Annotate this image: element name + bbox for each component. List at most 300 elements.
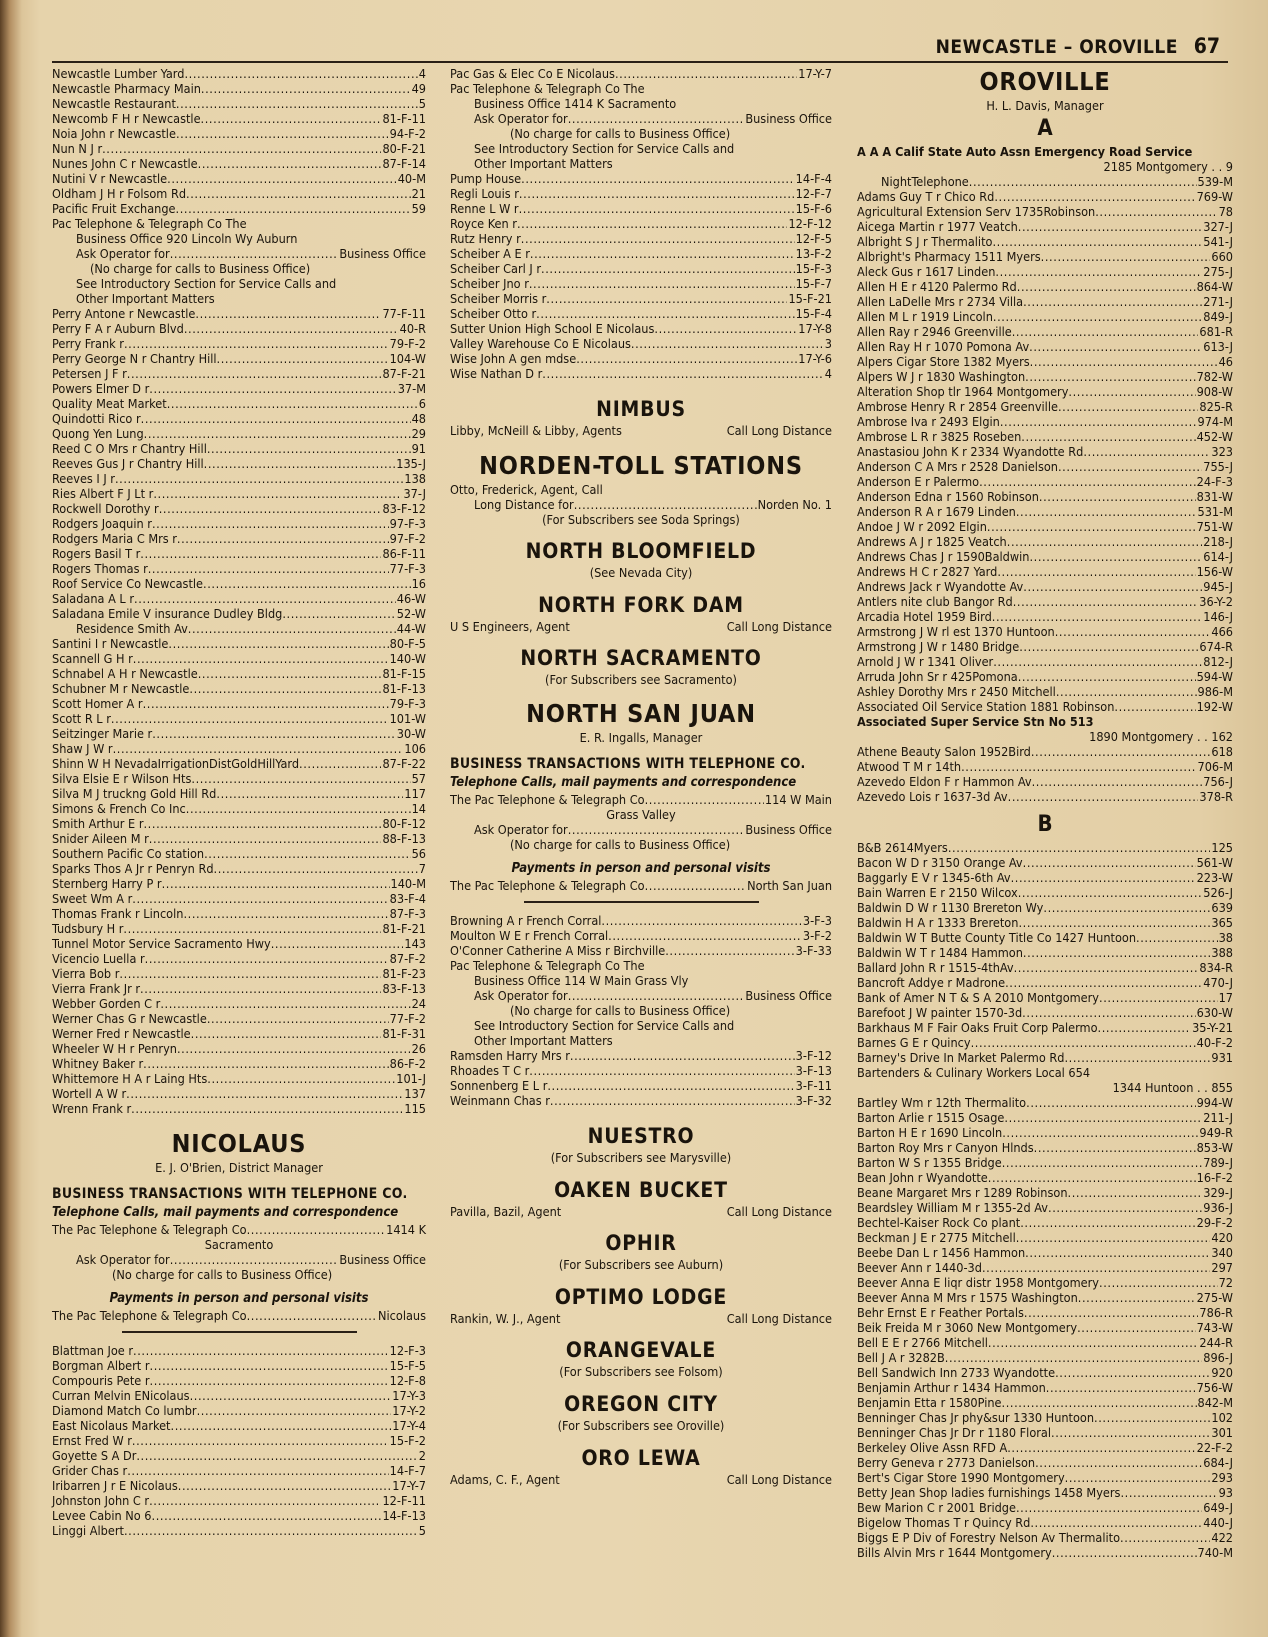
listing-name: Baldwin H A r 1333 Brereton xyxy=(857,915,1019,930)
listing-name: Baldwin W T r 1484 Hammon xyxy=(857,945,1023,960)
listing-number: 6 xyxy=(418,396,426,411)
listing-name: Berry Geneva r 2773 Danielson xyxy=(857,1455,1036,1470)
listing-entry xyxy=(52,1493,426,1508)
listing-number: 849-J xyxy=(1203,309,1233,324)
listing-number: 17 xyxy=(1218,990,1233,1005)
dot-leader xyxy=(547,1078,794,1093)
listing-name: Beane Margaret Mrs r 1289 Robinson xyxy=(857,1185,1068,1200)
listing-number: 77-F-11 xyxy=(382,306,426,321)
listing-entry xyxy=(52,381,426,396)
listing-name: Allen Ray H r 1070 Pomona Av xyxy=(857,339,1030,354)
listing-detail: Sacramento xyxy=(204,1237,274,1252)
listing-number: 3-F-3 xyxy=(802,913,832,928)
listing-entry xyxy=(857,489,1233,504)
listing-number: 16 xyxy=(411,576,426,591)
listing-entry xyxy=(52,366,426,381)
listing-entry xyxy=(450,201,832,216)
listing-entry xyxy=(857,669,1233,684)
listing-entry xyxy=(857,870,1233,885)
listing-entry xyxy=(52,876,426,891)
dot-leader xyxy=(536,306,795,321)
listing-number: 87-F-14 xyxy=(382,156,426,171)
listing-number: 81-F-15 xyxy=(382,666,426,681)
listing-group xyxy=(450,66,832,81)
listing-address: 1890 Montgomery xyxy=(1089,729,1194,744)
listing-number: 769-W xyxy=(1196,189,1233,204)
listing-name: Newcastle Restaurant xyxy=(52,96,176,111)
listing-number: 72 xyxy=(1218,1275,1233,1290)
listing-entry xyxy=(857,1185,1233,1200)
listing-name: Newcastle Pharmacy Main xyxy=(52,81,201,96)
listing-name: Ashley Dorothy Mrs r 2450 Mitchell xyxy=(857,684,1056,699)
listing-entry xyxy=(52,1508,426,1523)
listing-number: 87-F-22 xyxy=(382,756,426,771)
listing-note: See Introductory Section for Service Calls and xyxy=(474,141,735,156)
listing-number: 30-W xyxy=(396,726,426,741)
dot-leader xyxy=(141,411,411,426)
dot-leader xyxy=(1020,1215,1195,1230)
dot-leader xyxy=(150,1358,389,1373)
listing-name: B&B 2614Myers xyxy=(857,840,948,855)
listing-number: 17-Y-2 xyxy=(392,1403,426,1418)
listing-name: Benninger Chas Jr phy&sur 1330 Huntoon xyxy=(857,1410,1095,1425)
listing-name: Sternberg Harry P r xyxy=(52,876,162,891)
listing-number: 49 xyxy=(411,81,426,96)
listing-number: 614-J xyxy=(1203,549,1233,564)
listing-entry xyxy=(857,174,1233,189)
dot-leader xyxy=(217,351,389,366)
dot-leader xyxy=(132,891,388,906)
listing-number: 44-W xyxy=(396,621,426,636)
listing-entry xyxy=(857,399,1233,414)
listing-name: Borgman Albert r xyxy=(52,1358,150,1373)
listing-number: Business Office xyxy=(745,822,832,837)
listing-name: Shaw J W r xyxy=(52,741,113,756)
listing-name: Rodgers Maria C Mrs r xyxy=(52,531,177,546)
listing-note: (No charge for calls to Business Office) xyxy=(112,1267,333,1282)
listing-entry xyxy=(52,786,426,801)
listing-entry xyxy=(450,246,832,261)
listing-number: 842-M xyxy=(1197,1395,1233,1410)
listing-name: Royce Ken r xyxy=(450,216,517,231)
listing-name: Nunes John C r Newcastle xyxy=(52,156,198,171)
listing-name: Reeves Gus J r Chantry Hill xyxy=(52,456,204,471)
listing-entry xyxy=(52,576,426,591)
dot-leader xyxy=(1007,1440,1195,1455)
listing-name: Rutz Henry r xyxy=(450,231,521,246)
listing-name: Rodgers Joaquin r xyxy=(52,516,152,531)
dot-leader xyxy=(521,231,795,246)
listing-number: 15-F-5 xyxy=(389,1358,426,1373)
dot-leader xyxy=(665,943,794,958)
listing-entry xyxy=(857,204,1233,219)
dot-leader xyxy=(1025,369,1195,384)
dot-leader xyxy=(1058,399,1198,414)
section-divider xyxy=(524,901,759,903)
dot-leader xyxy=(178,1478,392,1493)
listing-number: 83-F-4 xyxy=(389,891,426,906)
listing-name: Scheiber Carl J r xyxy=(450,261,541,276)
dot-leader xyxy=(123,921,381,936)
listing-number: 80-F-12 xyxy=(382,816,426,831)
dot-leader xyxy=(988,1170,1196,1185)
listing-name: Saladana A L r xyxy=(52,591,134,606)
listing-entry xyxy=(52,636,426,651)
listing-name: Scott Homer A r xyxy=(52,696,143,711)
listing-name: Bell E E r 2766 Mitchell xyxy=(857,1335,988,1350)
listing-number: 594-W xyxy=(1196,669,1233,684)
dot-leader xyxy=(176,126,389,141)
listing-entry xyxy=(857,1245,1233,1260)
listing-number: 740-M xyxy=(1197,1545,1233,1560)
listing-name: Ambrose Iva r 2493 Elgin xyxy=(857,414,1000,429)
listing-name: Allen Ray r 2946 Greenville xyxy=(857,324,1012,339)
listing-name: Bills Alvin Mrs r 1644 Montgomery xyxy=(857,1545,1052,1560)
listing-number: 531-M xyxy=(1197,504,1233,519)
listing-entry xyxy=(857,1485,1233,1500)
dot-leader xyxy=(1043,900,1210,915)
listing-name: Snider Aileen M r xyxy=(52,831,149,846)
listing-number: 908-W xyxy=(1196,384,1233,399)
listing-number: 104-W xyxy=(389,351,426,366)
listing-entry xyxy=(857,579,1233,594)
listing-number: 86-F-2 xyxy=(389,1056,426,1071)
listing-name: Werner Fred r Newcastle xyxy=(52,1026,191,1041)
listing-number: 40-M xyxy=(397,171,426,186)
listing-name: Browning A r French Corral xyxy=(450,913,602,928)
listing-entry xyxy=(52,1308,426,1323)
listing-note: (No charge for calls to Business Office) xyxy=(510,1003,731,1018)
listing-name: Schnabel A H r Newcastle xyxy=(52,666,198,681)
listing-entry xyxy=(450,216,832,231)
dot-leader xyxy=(111,711,389,726)
town-heading: OAKEN BUCKET xyxy=(554,1178,728,1202)
listing-note: (No charge for calls to Business Office) xyxy=(510,126,731,141)
listing-name: Alpers W J r 1830 Washington xyxy=(857,369,1026,384)
listing-entry xyxy=(52,351,426,366)
dot-leader xyxy=(1030,354,1218,369)
listing-name: Armstrong J W r 1480 Bridge xyxy=(857,639,1020,654)
listing-name: Beik Freida M r 3060 New Montgomery xyxy=(857,1320,1078,1335)
listing-entry xyxy=(857,990,1233,1005)
listing-number: 125 xyxy=(1211,840,1233,855)
call-note: Call Long Distance xyxy=(726,1311,832,1326)
listing-name: Perry F A r Auburn Blvd xyxy=(52,321,184,336)
agent-line xyxy=(450,1311,832,1326)
listing-number: 26 xyxy=(411,1041,426,1056)
town-heading: NORTH SAN JUAN xyxy=(526,699,756,728)
town-heading: NICOLAUS xyxy=(171,1129,307,1158)
listing-number: 329-J xyxy=(1203,1185,1233,1200)
listing-entry xyxy=(857,1305,1233,1320)
listing-name: Aicega Martin r 1977 Veatch xyxy=(857,219,1018,234)
listing-name: Associated Super Service Stn No 513 xyxy=(857,714,1094,729)
listing-note: (No charge for calls to Business Office) xyxy=(90,261,311,276)
listing-entry xyxy=(52,111,426,126)
agent-name: Otto, Frederick, Agent, Call xyxy=(450,482,603,497)
section-subheading: Payments in person and personal visits xyxy=(109,1291,369,1306)
dot-leader xyxy=(1005,975,1202,990)
listing-name: Atwood T M r 14th xyxy=(857,759,962,774)
listing-name: Alteration Shop tlr 1964 Montgomery xyxy=(857,384,1069,399)
dot-leader xyxy=(299,756,381,771)
town-heading: ORANGEVALE xyxy=(565,1338,717,1362)
agent-line xyxy=(450,619,832,634)
listing-number: 36-Y-2 xyxy=(1199,594,1233,609)
listing-number: 466 xyxy=(1211,624,1233,639)
listing-group xyxy=(857,840,1233,1065)
listing-entry xyxy=(52,126,426,141)
dot-leader xyxy=(945,1350,1202,1365)
listing-number: 14 xyxy=(411,801,426,816)
listing-number: Business Office xyxy=(745,988,832,1003)
call-note: Call Long Distance xyxy=(726,1204,832,1219)
listing-number: 24-F-3 xyxy=(1196,474,1233,489)
listing-name: Johnston John C r xyxy=(52,1493,150,1508)
listing-number: 218-J xyxy=(1203,534,1233,549)
listing-entry xyxy=(52,456,426,471)
listing-entry xyxy=(52,546,426,561)
listing-name: Adams Guy T r Chico Rd xyxy=(857,189,995,204)
listing-entry xyxy=(857,1320,1233,1335)
listing-entry xyxy=(857,1275,1233,1290)
listing-name: The Pac Telephone & Telegraph Co xyxy=(450,878,645,893)
listing-name: Compouris Pete r xyxy=(52,1373,150,1388)
listing-entry xyxy=(857,1455,1233,1470)
listing-number: 3 xyxy=(824,336,832,351)
listing-detail: Business Office 920 Lincoln Wy Auburn xyxy=(76,231,298,246)
listing-name: Alpers Cigar Store 1382 Myers xyxy=(857,354,1030,369)
listing-entry xyxy=(52,321,426,336)
listing-name: Regli Louis r xyxy=(450,186,519,201)
dot-leader xyxy=(183,906,388,921)
listing-number: 57 xyxy=(411,771,426,786)
listing-entry xyxy=(857,774,1233,789)
listing-number: 91 xyxy=(411,441,426,456)
listing-number: 855 xyxy=(1211,1080,1233,1095)
dot-leader xyxy=(190,1388,392,1403)
listing-number: 192-W xyxy=(1196,699,1233,714)
listing-entry xyxy=(857,1125,1233,1140)
listing-entry xyxy=(857,1020,1233,1035)
dot-leader xyxy=(1023,294,1202,309)
dot-leader xyxy=(203,576,411,591)
header-rule xyxy=(52,61,1228,63)
listing-detail: 1344 Huntoon . . 855 xyxy=(1112,1080,1233,1095)
listing-name: Beardsley William M r 1355-2d Av xyxy=(857,1200,1048,1215)
listing-name: Behr Ernst E r Feather Portals xyxy=(857,1305,1024,1320)
listing-number: 117 xyxy=(404,786,426,801)
agent-name: Libby, McNeill & Libby, Agents xyxy=(450,423,622,438)
listing-number: 674-R xyxy=(1199,639,1233,654)
listing-name: Quindotti Rico r xyxy=(52,411,141,426)
listing-entry xyxy=(857,429,1233,444)
listing-name: Grider Chas r xyxy=(52,1463,128,1478)
listing-name: Baldwin D W r 1130 Brereton Wy xyxy=(857,900,1044,915)
listing-name: Residence Smith Av xyxy=(76,621,188,636)
listing-note: Other Important Matters xyxy=(474,156,613,171)
listing-number: 80-F-5 xyxy=(389,636,426,651)
dot-leader xyxy=(1048,1200,1202,1215)
dot-leader xyxy=(574,497,757,512)
listing-entry xyxy=(52,1343,426,1358)
dot-leader xyxy=(529,276,795,291)
listing-entry xyxy=(857,1290,1233,1305)
listing-number: 561-W xyxy=(1196,855,1233,870)
listing-entry xyxy=(52,861,426,876)
dot-leader xyxy=(124,1523,418,1538)
listing-entry xyxy=(450,1048,832,1063)
listing-entry xyxy=(857,855,1233,870)
dot-leader xyxy=(198,156,382,171)
listing-entry xyxy=(52,1403,426,1418)
listing-number: 440-J xyxy=(1203,1515,1233,1530)
listing-entry xyxy=(52,621,426,636)
column-2 xyxy=(450,66,832,1487)
listing-number: 1414 K xyxy=(386,1222,426,1237)
listing-number: 786-R xyxy=(1199,1305,1233,1320)
listing-entry xyxy=(52,516,426,531)
listing-number: 630-W xyxy=(1196,1005,1233,1020)
listing-entry xyxy=(52,756,426,771)
listing-entry xyxy=(52,771,426,786)
dot-leader xyxy=(541,261,795,276)
listing-name: A A A Calif State Auto Assn Emergency Road Service xyxy=(857,144,1193,159)
listing-entry xyxy=(857,885,1233,900)
listing-entry xyxy=(52,726,426,741)
listing-name: Vierra Frank Jr r xyxy=(52,981,141,996)
listing-name: Agricultural Extension Serv 1735Robinson xyxy=(857,204,1096,219)
listing-entry xyxy=(52,1463,426,1478)
listing-entry xyxy=(52,441,426,456)
dot-leader xyxy=(1083,444,1210,459)
listing-name: Nutini V r Newcastle xyxy=(52,171,168,186)
dot-leader xyxy=(186,186,411,201)
listing-entry xyxy=(52,996,426,1011)
listing-number: 12-F-7 xyxy=(795,186,832,201)
listing-entry xyxy=(450,336,832,351)
listing-name: Schubner M r Newcastle xyxy=(52,681,190,696)
dot-leader xyxy=(1098,1020,1192,1035)
listing-entry xyxy=(52,66,426,81)
listing-number: 88-F-13 xyxy=(382,831,426,846)
listing-name: Arnold J W r 1341 Oliver xyxy=(857,654,994,669)
listing-number: 29 xyxy=(411,426,426,441)
dot-leader xyxy=(119,966,381,981)
town-heading: NORTH FORK DAM xyxy=(538,593,744,617)
listing-name: Simons & French Co Inc xyxy=(52,801,186,816)
dot-leader xyxy=(140,546,381,561)
call-note: Call Long Distance xyxy=(726,619,832,634)
listing-entry xyxy=(52,246,426,261)
dot-leader xyxy=(1023,945,1210,960)
dot-leader xyxy=(177,531,389,546)
listing-name: Goyette S A Dr xyxy=(52,1448,137,1463)
dot-leader xyxy=(1034,1140,1196,1155)
listing-number: 649-J xyxy=(1203,1500,1233,1515)
listing-name: Ramsden Harry Mrs r xyxy=(450,1048,570,1063)
listing-number: 4 xyxy=(418,66,426,81)
listing-number: Nicolaus xyxy=(378,1308,426,1323)
listing-name: Pac Telephone & Telegraph Co The xyxy=(52,216,247,231)
listing-entry xyxy=(52,1418,426,1433)
dot-leader xyxy=(1068,1185,1203,1200)
dot-leader xyxy=(529,1063,794,1078)
town-manager: E. J. O'Brien, District Manager xyxy=(155,1160,323,1175)
listing-entry xyxy=(52,561,426,576)
listing-entry xyxy=(857,354,1233,369)
listing-entry xyxy=(857,324,1233,339)
listing-name: Pump House xyxy=(450,171,522,186)
dot-leader xyxy=(568,988,745,1003)
listing-number: 13-F-2 xyxy=(795,246,832,261)
listing-name: Baldwin W T Butte County Title Co 1427 Huntoon xyxy=(857,930,1136,945)
dot-leader xyxy=(132,1433,389,1448)
dot-leader xyxy=(645,792,764,807)
listing-entry xyxy=(857,1140,1233,1155)
listing-number: 17-Y-3 xyxy=(392,1388,426,1403)
listing-entry xyxy=(857,1470,1233,1485)
listing-entry xyxy=(450,988,832,1003)
listing-entry xyxy=(857,519,1233,534)
listing-name: Bank of Amer N T & S A 2010 Montgomery xyxy=(857,990,1099,1005)
dot-leader xyxy=(143,816,381,831)
listing-number: 40-F-2 xyxy=(1196,1035,1233,1050)
listing-number: 5 xyxy=(418,1523,426,1538)
listing-entry xyxy=(450,1093,832,1108)
listing-detail: 2185 Montgomery . . 9 xyxy=(1103,159,1233,174)
listing-number: 986-M xyxy=(1197,684,1233,699)
dot-leader xyxy=(542,366,823,381)
listing-name: Armstrong J W rl est 1370 Huntoon xyxy=(857,624,1055,639)
dot-leader xyxy=(1019,639,1198,654)
dot-leader xyxy=(1035,1455,1202,1470)
dot-leader xyxy=(176,201,411,216)
listing-entry xyxy=(52,426,426,441)
listing-entry xyxy=(52,981,426,996)
listing-number: 81-F-11 xyxy=(382,111,426,126)
listing-number: 83-F-13 xyxy=(382,981,426,996)
listing-entry xyxy=(52,1041,426,1056)
listing-number: 3-F-13 xyxy=(795,1063,832,1078)
listing-group xyxy=(857,744,1233,804)
listing-entry xyxy=(857,1110,1233,1125)
listing-entry xyxy=(52,96,426,111)
listing-entry xyxy=(52,411,426,426)
dot-leader xyxy=(601,913,801,928)
dot-leader xyxy=(1016,1500,1202,1515)
listing-name: Sutter Union High School E Nicolaus xyxy=(450,321,655,336)
listing-entry xyxy=(857,1365,1233,1380)
listing-number: 80-F-21 xyxy=(382,141,426,156)
listing-number: 271-J xyxy=(1203,294,1233,309)
listing-name: Benjamin Etta r 1580Pine xyxy=(857,1395,1002,1410)
dot-leader xyxy=(1025,1245,1210,1260)
listing-name: Weinmann Chas r xyxy=(450,1093,550,1108)
dot-leader xyxy=(136,1448,417,1463)
listing-number: 106 xyxy=(404,741,426,756)
listing-entry xyxy=(52,801,426,816)
listing-entry xyxy=(857,369,1233,384)
listing-number: 293 xyxy=(1211,1470,1233,1485)
dot-leader xyxy=(134,591,396,606)
dot-leader xyxy=(1030,1515,1202,1530)
listing-number: 12-F-8 xyxy=(389,1373,426,1388)
listing-number: 15-F-7 xyxy=(795,276,832,291)
listing-group xyxy=(857,1095,1233,1560)
listing-number: 81-F-21 xyxy=(382,921,426,936)
dot-leader xyxy=(1023,579,1202,594)
